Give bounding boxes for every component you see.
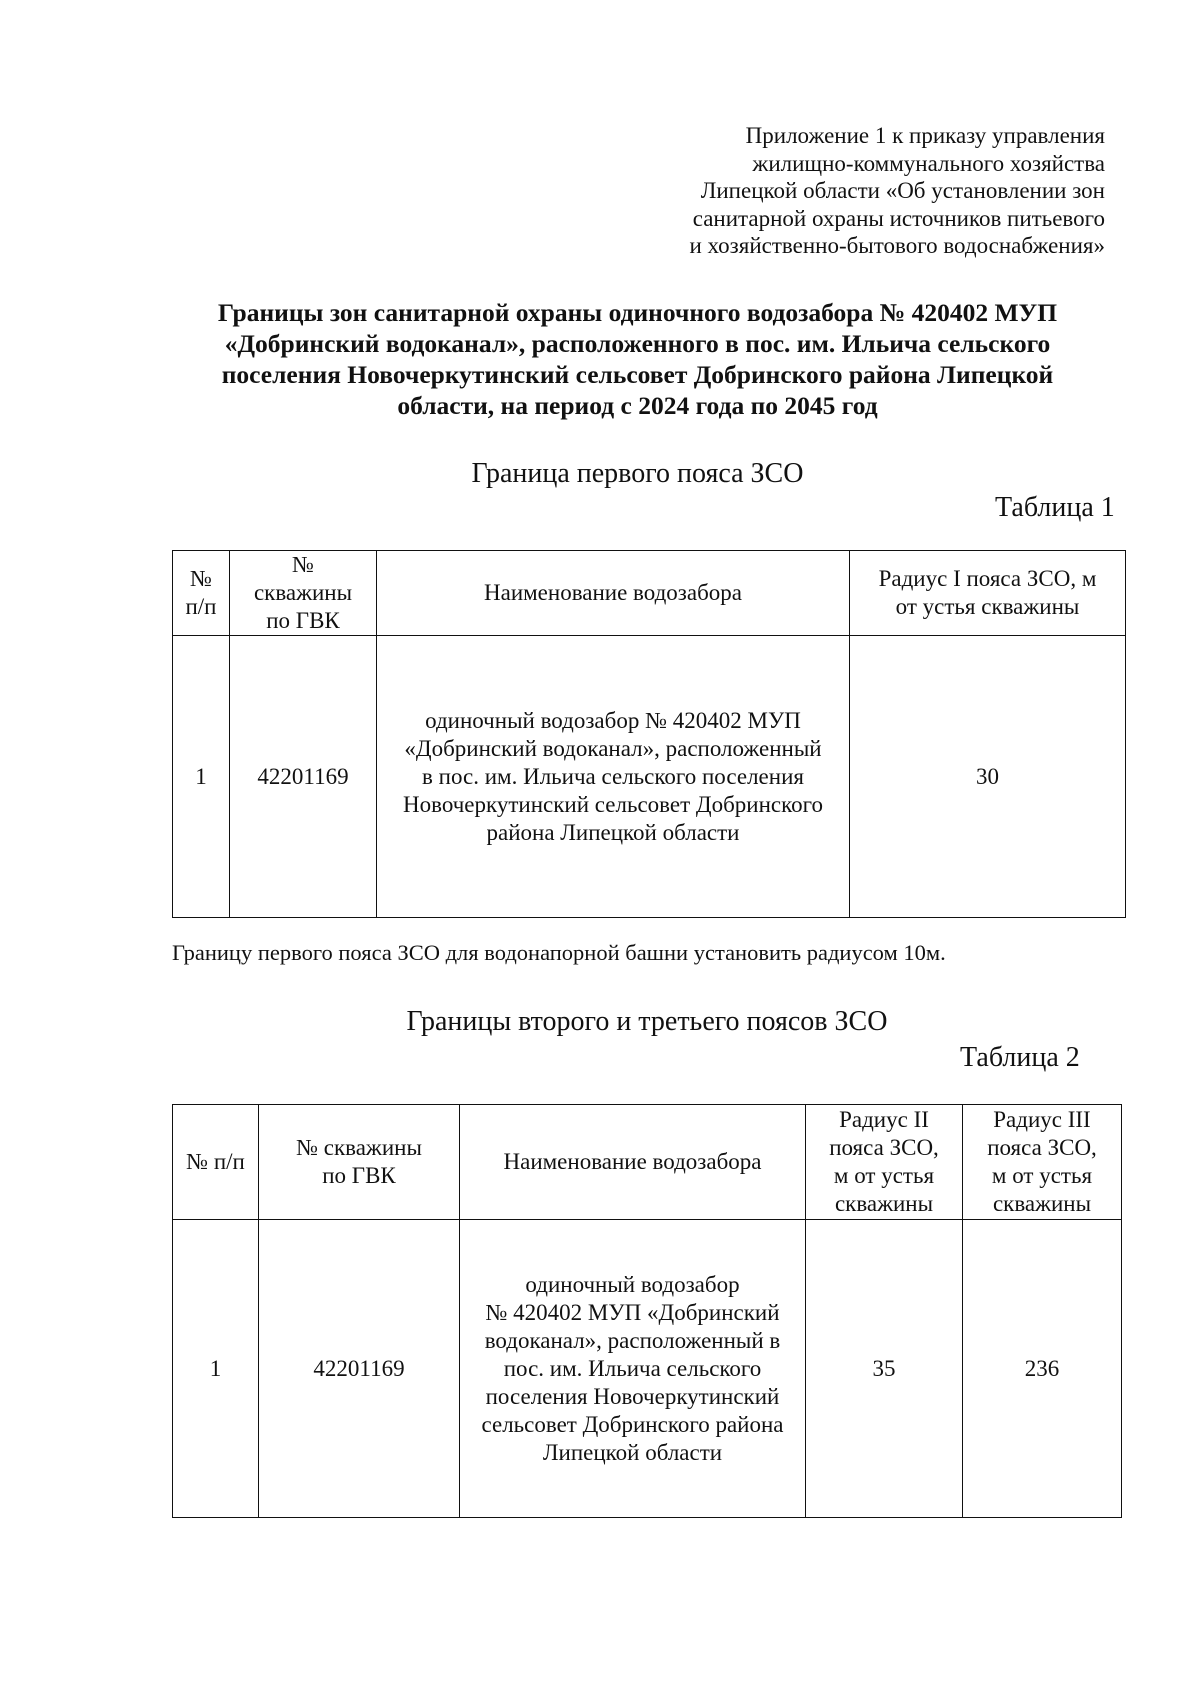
header-radius-2: Радиус II пояса ЗСО, м от устья скважины bbox=[806, 1105, 963, 1220]
title-line: Границы зон санитарной охраны одиночного водозабора № 420402 МУП bbox=[217, 298, 1058, 327]
table-header-row bbox=[173, 551, 1126, 636]
table2-label: Таблица 2 bbox=[960, 1042, 1080, 1073]
header-well: № скважины по ГВК bbox=[259, 1105, 460, 1220]
table-row bbox=[173, 1220, 1122, 1518]
appendix-line: санитарной охраны источников питьевого bbox=[692, 205, 1105, 231]
note-text: Границу первого пояса ЗСО для водонапорной башни установить радиусом 10м. bbox=[172, 940, 946, 965]
cell-num: 1 bbox=[173, 636, 230, 918]
cell-num: 1 bbox=[173, 1220, 259, 1518]
header-well: № скважины по ГВК bbox=[230, 551, 377, 636]
cell-well: 42201169 bbox=[230, 636, 377, 918]
appendix-line: Приложение 1 к приказу управления bbox=[745, 123, 1105, 148]
appendix-note bbox=[560, 122, 1105, 260]
cell-radius-3: 236 bbox=[963, 1220, 1122, 1518]
table-header-row bbox=[173, 1105, 1122, 1220]
table1-label: Таблица 1 bbox=[995, 492, 1115, 523]
title-line: «Добринский водоканал», расположенного в пос. им. Ильича сельского bbox=[224, 329, 1051, 358]
cell-radius-2: 35 bbox=[806, 1220, 963, 1518]
cell-name: одиночный водозабор № 420402 МУП «Добринский водоканал», расположенный в пос. им. Ильича сельского поселения Новочеркутинский сельсовет Добринского района Липецкой области bbox=[377, 636, 850, 918]
table-1 bbox=[172, 550, 1126, 918]
section1-heading: Граница первого пояса ЗСО bbox=[471, 458, 804, 489]
document-title bbox=[160, 297, 1115, 421]
header-radius: Радиус I пояса ЗСО, м от устья скважины bbox=[850, 551, 1126, 636]
appendix-line: и хозяйственно-бытового водоснабжения» bbox=[689, 233, 1105, 258]
header-name: Наименование водозабора bbox=[377, 551, 850, 636]
table-2 bbox=[172, 1104, 1122, 1518]
title-line: поселения Новочеркутинский сельсовет Добринского района Липецкой bbox=[221, 360, 1054, 389]
title-line: области, на период с 2024 года по 2045 год bbox=[397, 391, 878, 420]
header-name: Наименование водозабора bbox=[460, 1105, 806, 1220]
cell-radius: 30 bbox=[850, 636, 1126, 918]
table-row bbox=[173, 636, 1126, 918]
header-num: № п/п bbox=[173, 551, 230, 636]
section2-heading: Границы второго и третьего поясов ЗСО bbox=[406, 1006, 888, 1037]
cell-well: 42201169 bbox=[259, 1220, 460, 1518]
appendix-line: жилищно-коммунального хозяйства bbox=[752, 150, 1105, 176]
appendix-line: Липецкой области «Об установлении зон bbox=[700, 178, 1105, 203]
header-num: № п/п bbox=[173, 1105, 259, 1220]
header-radius-3: Радиус III пояса ЗСО, м от устья скважины bbox=[963, 1105, 1122, 1220]
cell-name: одиночный водозабор № 420402 МУП «Добринский водоканал», расположенный в пос. им. Ильича сельского поселения Новочеркутинский сельсовет Добринского района Липецкой области bbox=[460, 1220, 806, 1518]
